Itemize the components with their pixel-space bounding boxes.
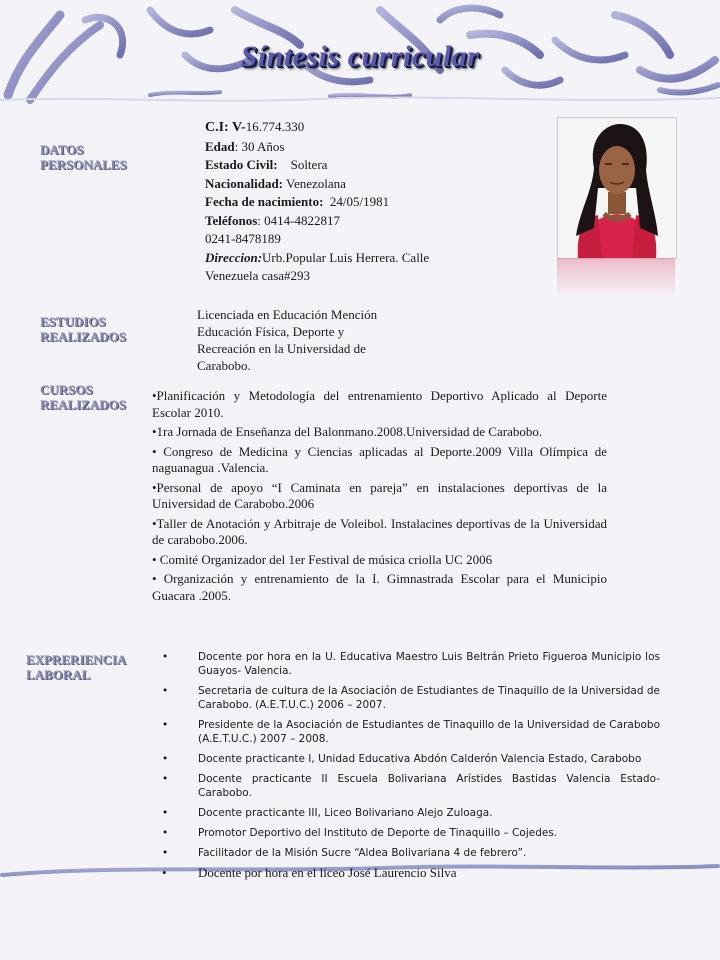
list-item: • Docente practicante I, Unidad Educativa Abdón Calderón Valencia Estado, Carabobo	[162, 753, 642, 765]
cursos-list	[152, 388, 607, 607]
nacionalidad-label: Nacionalidad:	[205, 175, 284, 191]
section-label-personal: DATOS PERSONALES	[40, 142, 127, 172]
list-item: • Presidente de la Asociación de Estudiantes de Tinaquillo de la Universidad de Carabobo (A.E.T.U.C.) 2007 – 2008.	[162, 719, 660, 745]
estudios-text: Licenciada en Educación Mención Educación Física, Deporte y Recreación en la Universidad de Carabobo.	[197, 307, 378, 373]
list-item: •Planificación y Metodología del entrenamiento Deportivo Aplicado al Deporte Escolar 2010.	[152, 388, 607, 420]
edad-row	[205, 138, 455, 157]
list-item: •Taller de Anotación y Arbitraje de Voleibol. Instalacines deportivas de la Universidad de carabobo.2006.	[152, 515, 607, 547]
list-item: • Docente por hora en la U. Educativa Maestro Luis Beltrán Prieto Figueroa Municipio los Guayos- Valencia.	[162, 651, 660, 677]
section-label-estudios: ESTUDIOS REALIZADOS	[40, 314, 126, 344]
woman-portrait-photo	[557, 117, 677, 259]
telefono2-row: 0241-8478189	[205, 231, 281, 246]
estado-civil-row	[205, 156, 455, 175]
nacionalidad-row	[205, 175, 455, 194]
list-item: • Promotor Deportivo del Instituto de Deporte de Tinaquillo – Cojedes.	[162, 827, 558, 839]
ci-value: 16.774.330	[245, 119, 305, 134]
list-item: • Docente practicante III, Liceo Bolivariano Alejo Zuloaga.	[162, 807, 493, 819]
list-item: • Secretaria de cultura de la Asociación de Estudiantes de Tinaquillo de la Universidad de Carabobo. (A.E.T.U.C.) 2006 – 2007.	[162, 685, 660, 711]
edad-value: : 30 Años	[234, 138, 285, 154]
list-item: • Facilitador de la Misión Sucre “Aldea Bolivariana 4 de febrero”.	[162, 847, 527, 859]
direccion-label: Direccion:	[205, 249, 263, 265]
experiencia-list	[160, 650, 660, 886]
nacionalidad-value: Venezolana	[286, 175, 346, 191]
page-title: Síntesis curricular	[240, 40, 480, 73]
section-label-cursos: CURSOS REALIZADOS	[40, 382, 126, 412]
fecha-nacimiento-value: 24/05/1981	[329, 194, 390, 209]
list-item: • Comité Organizador del 1er Festival de música criolla UC 2006	[152, 551, 493, 567]
edad-label: Edad	[205, 138, 235, 154]
estado-civil-label: Estado Civil:	[205, 157, 278, 172]
telefonos-label: Teléfonos	[205, 212, 258, 228]
list-item: • Congreso de Medicina y Ciencias aplicadas al Deporte.2009 Villa Olímpica de naguanagua .Valencia.	[152, 443, 607, 475]
fecha-nacimiento-row	[205, 193, 455, 212]
direccion-value: Urb.Popular Luis Herrera. Calle Venezuela casa#293	[205, 249, 430, 283]
photo-reflection	[557, 258, 675, 298]
personal-data	[205, 118, 455, 286]
section-label-experiencia: EXPRERIENCIA LABORAL	[26, 652, 126, 682]
list-item: • Docente por hora en el liceo José Laurencio Silva	[162, 865, 457, 880]
list-item: • Docente practicante II Escuela Bolivariana Arístides Bastidas Valencia Estado- Carabobo.	[162, 773, 660, 799]
list-item: • Organización y entrenamiento de la I. Gimnastrada Escolar para el Municipio Guacara .2005.	[152, 571, 607, 603]
telefonos-row	[205, 212, 455, 231]
ci-row	[205, 118, 455, 138]
ci-label: C.I: V-	[205, 120, 246, 135]
list-item: •Personal de apoyo “I Caminata en pareja” en instalaciones deportivas de la Universidad de Carabobo.2006	[152, 479, 607, 511]
telefonos-value: : 0414-4822817	[257, 212, 340, 228]
list-item: •1ra Jornada de Enseñanza del Balonmano.2008.Universidad de Carabobo.	[152, 424, 543, 439]
direccion-row	[205, 249, 455, 286]
estado-civil-value: Soltera	[290, 157, 328, 172]
fecha-nacimiento-label: Fecha de nacimiento:	[205, 194, 324, 209]
